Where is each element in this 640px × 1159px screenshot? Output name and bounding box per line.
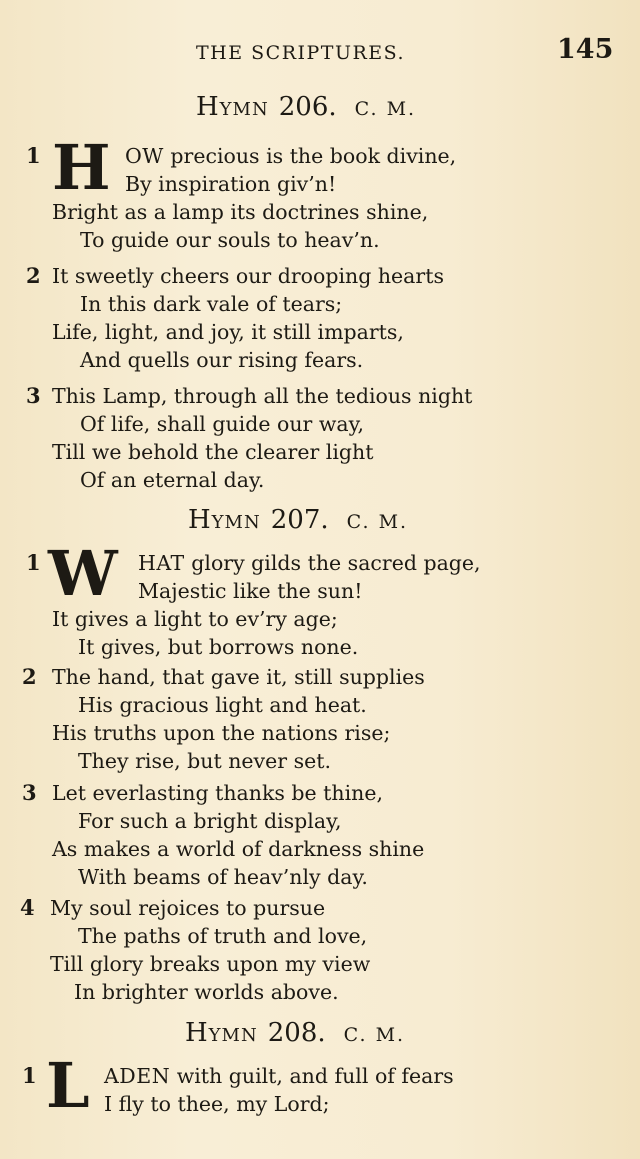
verse-line: As makes a world of darkness shine: [52, 837, 425, 861]
verse-line: His truths upon the nations rise;: [52, 721, 391, 745]
page-header: [0, 34, 640, 74]
verse-line: The paths of truth and love,: [78, 924, 368, 948]
hymn-title-207: [188, 505, 408, 535]
hymn-number: 207.: [270, 505, 329, 535]
verse-line: Till we behold the clearer light: [52, 440, 374, 464]
verse-line: And quells our rising fears.: [80, 348, 364, 372]
verse-line: In brighter worlds above.: [74, 980, 339, 1004]
verse-line-text: glory gilds the sacred page,: [191, 551, 481, 575]
hymn-meter: C. M.: [354, 98, 417, 120]
verse-number: 3: [22, 780, 37, 805]
drop-cap: L: [46, 1049, 89, 1122]
hymn-word: Hymn: [188, 505, 261, 535]
hymn-number: 206.: [278, 92, 337, 122]
verse-line: Of an eternal day.: [80, 468, 265, 492]
verse-line: Let everlasting thanks be thine,: [52, 781, 384, 805]
verse-line: It sweetly cheers our drooping hearts: [52, 264, 444, 288]
verse-line: This Lamp, through all the tedious night: [52, 384, 473, 408]
verse-line: Till glory breaks upon my view: [50, 952, 371, 976]
verse-line: My soul rejoices to pursue: [50, 896, 326, 920]
drop-cap: W: [48, 537, 117, 610]
hymn-meter: C. M.: [346, 511, 409, 533]
verse-line: In this dark vale of tears;: [80, 292, 343, 316]
running-head: THE SCRIPTURES.: [196, 42, 406, 64]
verse-line: For such a bright display,: [78, 809, 342, 833]
verse-line: Life, light, and joy, it still imparts,: [52, 320, 404, 344]
first-word-rest: HAT: [138, 551, 185, 575]
verse-number: 4: [20, 895, 35, 920]
verse-number: 3: [26, 383, 41, 408]
hymn-number: 208.: [267, 1018, 326, 1048]
verse-number: 2: [26, 263, 41, 288]
verse-line: I fly to thee, my Lord;: [104, 1092, 330, 1116]
verse-line: [138, 549, 481, 577]
verse-line: It gives a light to ev’ry age;: [52, 607, 338, 631]
verse-line: It gives, but borrows none.: [78, 635, 359, 659]
hymn-title-208: [185, 1018, 405, 1048]
verse-line: His gracious light and heat.: [78, 693, 367, 717]
verse-number: 1: [26, 143, 41, 168]
drop-cap: H: [52, 131, 110, 204]
verse-number: 2: [22, 664, 37, 689]
verse-line: [104, 1062, 454, 1090]
page-number: 145: [557, 34, 614, 65]
verse-line: Of life, shall guide our way,: [80, 412, 365, 436]
hymn-meter: C. M.: [343, 1024, 406, 1046]
hymn-word: Hymn: [185, 1018, 258, 1048]
verse-line: By inspiration giv’n!: [125, 172, 337, 196]
verse-number: 1: [26, 550, 41, 575]
verse-line-text: with guilt, and full of fears: [176, 1064, 454, 1088]
verse-line: They rise, but never set.: [78, 749, 331, 773]
verse-line: [125, 142, 456, 170]
verse-line: The hand, that gave it, still supplies: [52, 665, 425, 689]
verse-line: To guide our souls to heav’n.: [80, 228, 380, 252]
first-word-rest: ADEN: [104, 1064, 171, 1088]
verse-line: Majestic like the sun!: [138, 579, 363, 603]
hymn-title-206: [196, 92, 416, 122]
verse-line-text: precious is the book divine,: [170, 144, 457, 168]
verse-line: With beams of heav’nly day.: [78, 865, 368, 889]
first-word-rest: OW: [125, 144, 164, 168]
hymn-word: Hymn: [196, 92, 269, 122]
verse-line: Bright as a lamp its doctrines shine,: [52, 200, 429, 224]
verse-number: 1: [22, 1063, 37, 1088]
